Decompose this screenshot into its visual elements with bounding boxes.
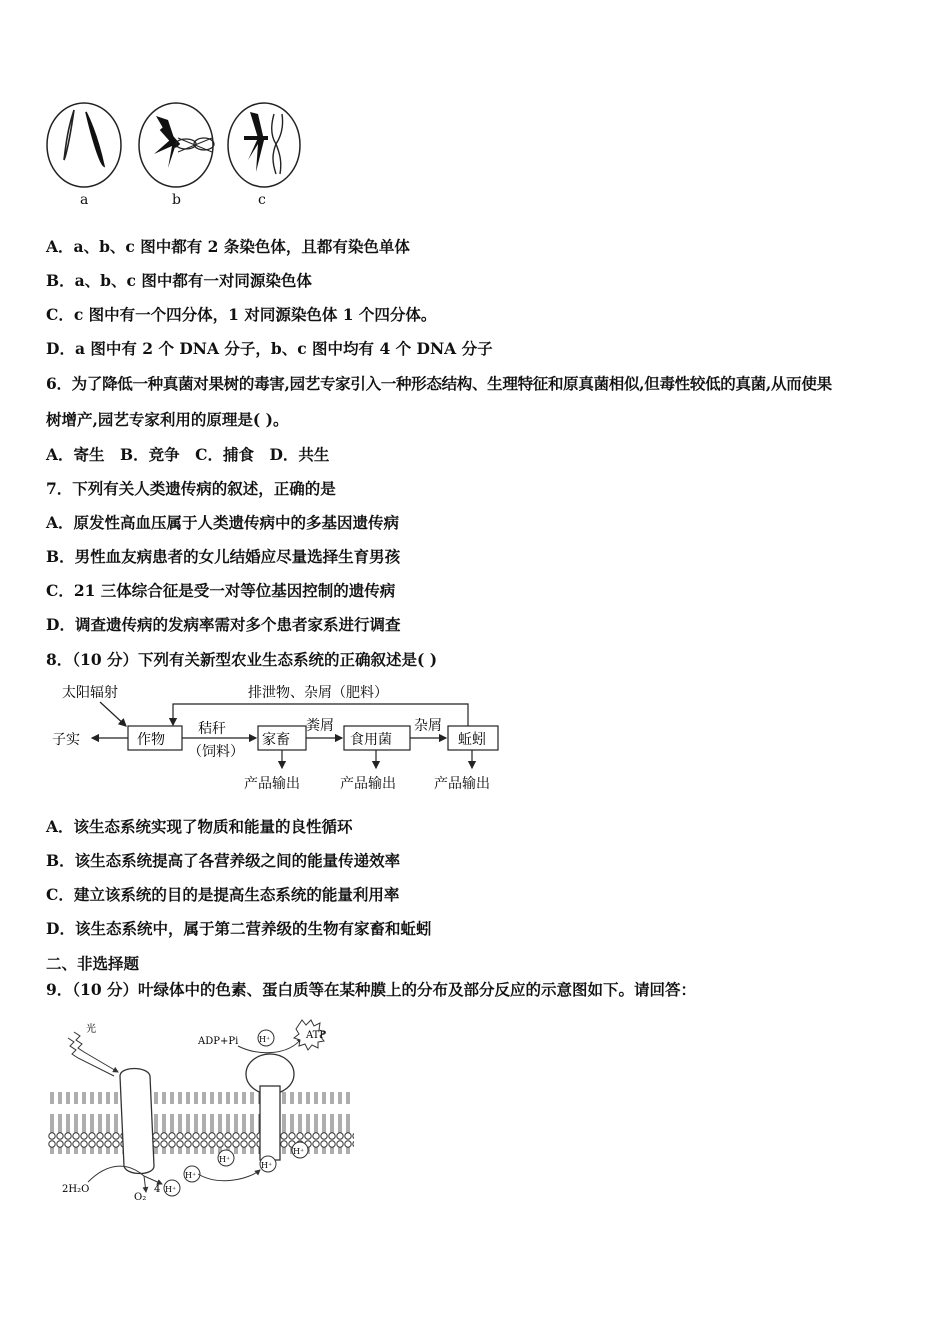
q6-options: A．寄生 B．竞争 C．捕食 D．共生 — [46, 445, 330, 464]
q8-option-b: B．该生态系统提高了各营养级之间的能量传递效率 — [46, 851, 401, 870]
straw-label: 秸秆 — [198, 721, 226, 737]
fungus-label: 食用菌 — [350, 732, 392, 748]
h-right-label: H⁺ — [293, 1147, 305, 1156]
h-low-label: H⁺ — [185, 1171, 197, 1180]
q7-option-a: A．原发性高血压属于人类遗传病中的多基因遗传病 — [46, 513, 400, 532]
q6-stem-line1: 6．为了降低一种真菌对果树的毒害,园艺专家引入一种形态结构、生理特征和原真菌相似,但毒性较低的真菌,从而使果 — [46, 374, 832, 393]
q5-option-d: D．a 图中有 2 个 DNA 分子，b、c 图中均有 4 个 DNA 分子 — [46, 339, 493, 358]
cell-c — [228, 103, 300, 187]
output-label-1: 产品输出 — [244, 776, 300, 792]
h-top-label: H⁺ — [259, 1035, 271, 1044]
earthworm-label: 蚯蚓 — [458, 732, 486, 748]
cell-a — [47, 103, 121, 187]
light-label: 光 — [86, 1024, 96, 1035]
adp-label: ADP+Pi — [198, 1036, 239, 1047]
water-label: 2H₂O — [62, 1184, 90, 1195]
ecosystem-diagram — [48, 678, 510, 796]
h-mid-label: H⁺ — [219, 1155, 231, 1164]
q9-stem: 9．（10 分）叶绿体中的色素、蛋白质等在某种膜上的分布及部分反应的示意图如下。请回答： — [46, 980, 697, 999]
debris-label: 杂屑 — [414, 718, 442, 734]
o2-label: O₂ — [134, 1192, 147, 1202]
q8-stem: 8．（10 分）下列有关新型农业生态系统的正确叙述是( ) — [46, 650, 438, 669]
sun-label: 太阳辐射 — [62, 685, 118, 701]
atp-label: ATP — [306, 1030, 327, 1041]
manure-label: 粪屑 — [306, 718, 334, 734]
q7-option-b: B．男性血友病患者的女儿结婚应尽量选择生育男孩 — [46, 547, 401, 566]
h-4-label: H⁺ — [165, 1185, 177, 1194]
q7-stem: 7．下列有关人类遗传病的叙述，正确的是 — [46, 479, 336, 498]
four-label: 4 — [154, 1184, 161, 1195]
livestock-label: 家畜 — [262, 732, 290, 748]
feed-label: （饲料） — [188, 744, 244, 760]
crop-label: 作物 — [137, 732, 165, 748]
fig-label-a: a — [80, 192, 89, 208]
cell-b — [139, 103, 214, 187]
section-title: 二、非选择题 — [46, 954, 140, 973]
fig-label-c: c — [258, 192, 266, 208]
q6-stem-line2: 树增产,园艺专家利用的原理是( )。 — [46, 410, 289, 429]
output-label-2: 产品输出 — [340, 776, 396, 792]
h-inner-label: H⁺ — [261, 1161, 273, 1170]
output-label-3: 产品输出 — [434, 776, 490, 792]
q8-option-a: A．该生态系统实现了物质和能量的良性循环 — [46, 817, 353, 836]
fig-label-b: b — [172, 192, 181, 208]
q8-option-c: C．建立该系统的目的是提高生态系统的能量利用率 — [46, 885, 400, 904]
loop-label: 排泄物、杂屑（肥料） — [248, 685, 388, 701]
thylakoid-diagram — [48, 1016, 358, 1202]
q7-option-c: C．21 三体综合征是受一对等位基因控制的遗传病 — [46, 581, 396, 600]
photosystem — [120, 1069, 154, 1174]
membrane — [48, 1092, 354, 1154]
q7-option-d: D．调查遗传病的发病率需对多个患者家系进行调查 — [46, 615, 401, 634]
q5-option-b: B．a、b、c 图中都有一对同源染色体 — [46, 271, 312, 290]
q5-option-c: C．c 图中有一个四分体，1 对同源染色体 1 个四分体。 — [46, 305, 437, 324]
q8-option-d: D．该生态系统中，属于第二营养级的生物有家畜和蚯蚓 — [46, 919, 432, 938]
seeds-label: 子实 — [52, 732, 80, 748]
q5-option-a: A．a、b、c 图中都有 2 条染色体，且都有染色单体 — [46, 237, 410, 256]
